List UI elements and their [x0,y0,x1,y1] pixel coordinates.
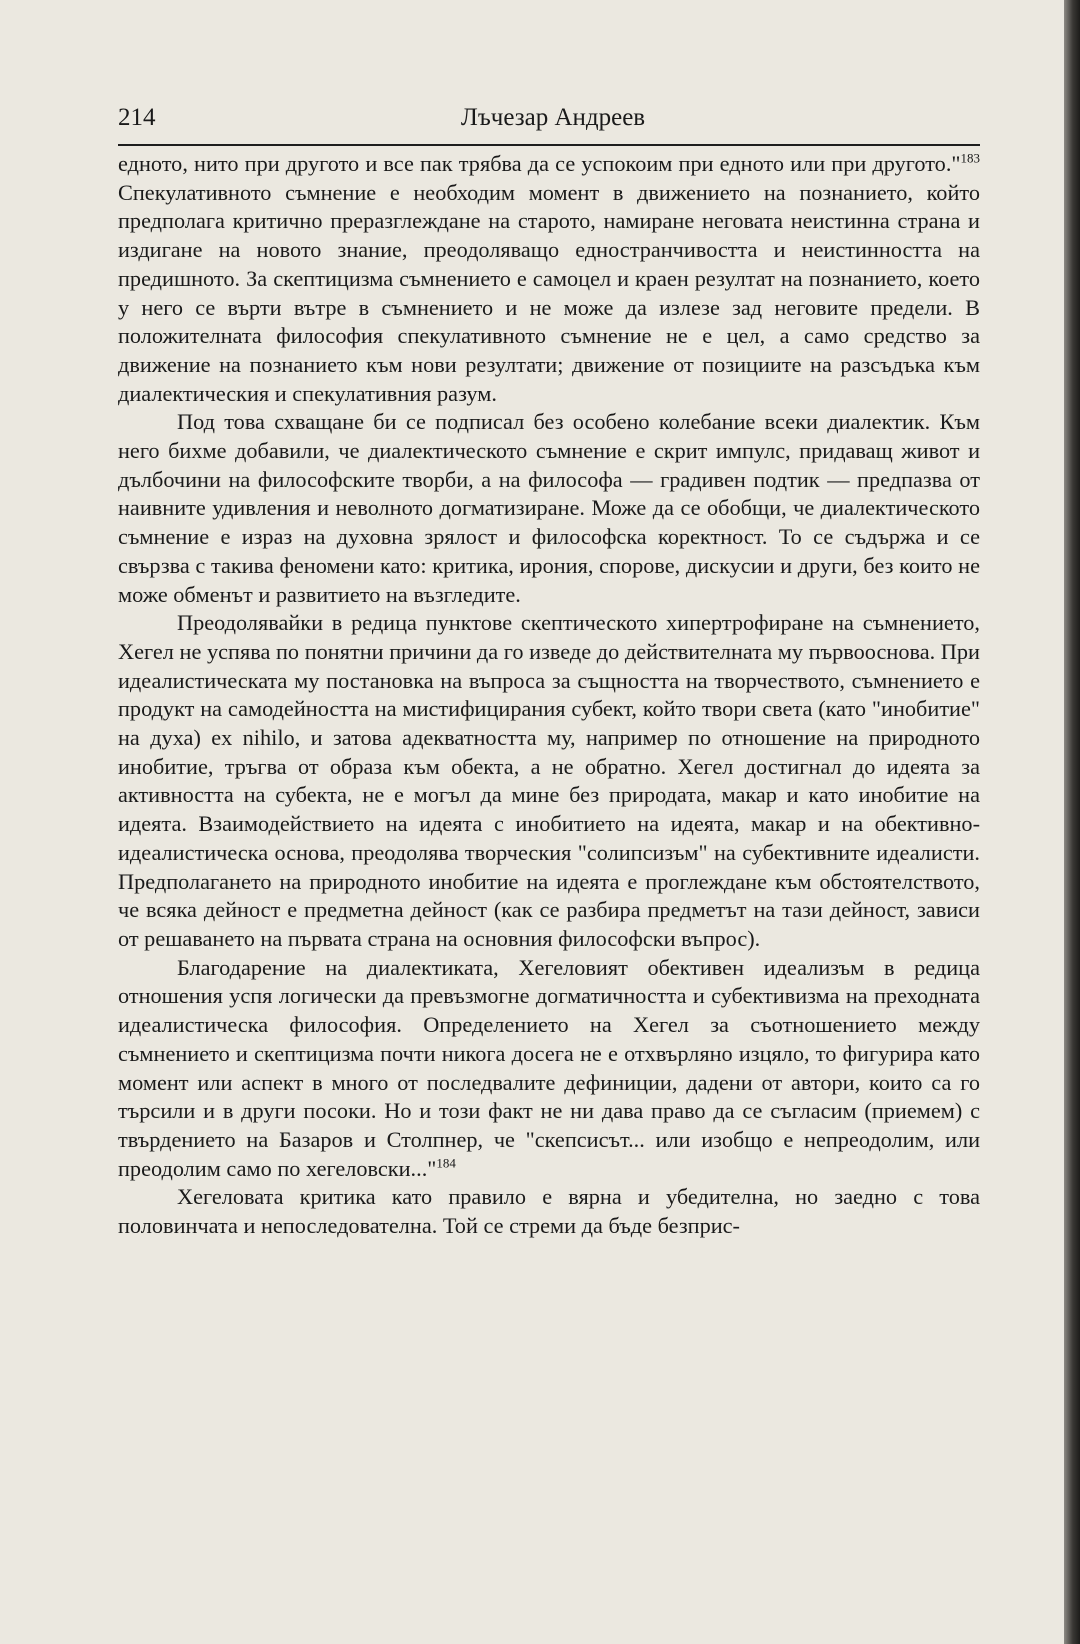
paragraph-3: Преодолявайки в редица пунктове скептическото хипертрофиране на съмнението, Хегел не успява по понятни причини да го изведе до действителната му първооснова. При идеалистическата му постановка на въпроса за същността на творчеството, съмнението е продукт на самодейността на мистифицирания субект, който твори света (като "инобитие" на духа) ex nihilo, и затова адекватността му, например по отношение на природното инобитие, тръгва от образа към обекта, а не обратно. Хегел достигнал до идеята за активността на субекта, не е могъл да мине без природата, макар и като инобитие на идеята. Взаимодействието на идеята с инобитието на идеята, макар и на обективно-идеалистическа основа, преодолява творческия "солипсизъм" на субективните идеалисти. Предполагането на природното инобитие на идеята е проглеждане към обстоятелството, че всяка дейност е предметна дейност (как се разбира предметът на тази дейност, зависи от решаването на първата страна на основния философски въпрос). [118,610,980,951]
paragraph-1-part-a: едното, нито при другото и все пак трябва да се успокоим при едното или при другото." [118,151,961,176]
paragraph-2: Под това схващане би се подписал без особено колебание всеки диалектик. Към него бихме добавили, че диалектическото съмнение е скрит импулс, придаващ живот и дълбочини на философските творби, а на философа — градивен подтик — предпазва от наивните удивления и неволното догматизиране. Може да се обобщи, че диалектическото съмнение е израз на духовна зрялост и философска коректност. То се съдържа и се свързва с такива феномени като: критика, ирония, спорове, дискусии и други, без които не може обменът и развитието на възгледите. [118,409,980,607]
footnote-ref-183: 183 [960,150,980,166]
paragraph-1-part-b: Спекулативното съмнение е необходим момент в движението на познанието, който предполага критично преразглеждане на старото, намиране неговата неистинна страна и издигане на новото знание, преодоляващо едностранчивостта и неистинността на предишното. За скептицизма съмнението е самоцел и краен резултат на познанието, което у него се върти вътре в съмнението и не може да излезе зад неговите предели. В положителната философия спекулативното съмнение не е цел, а само средство за движение на познанието към нови резултати; движение от позициите на разсъдъка към диалектическия и спекулативния разум. [118,179,980,406]
page-edge-shadow [1064,0,1080,1644]
paragraph-1 [118,150,980,408]
body-text [118,150,980,1241]
footnote-ref-184: 184 [436,1155,456,1171]
header-rule [118,144,980,146]
paragraph-4-text: Благодарение на диалектиката, Хегеловият обективен идеализъм в редица отношения успя логически да превъзмогне догматичността и субективизма на преходната идеалистическа философия. Определението на Хегел за съотношението между съмнението и скептицизма почти никога досега не е отхвърляно изцяло, то фигурира като момент или аспект в много от последвалите дефиниции, дадени от автори, които са го търсили и в други посоки. Но и този факт не ни дава право да се съгласим (приемем) с твърдението на Базаров и Столпнер, че "скепсисът... или изобщо е непреодолим, или преодолим само по хегеловски..." [118,954,980,1181]
paragraph-4 [118,954,980,1184]
paragraph-5: Хегеловата критика като правило е вярна и убедителна, но заедно с това половинчата и непоследователна. Той се стреми да бъде безприс- [118,1184,980,1239]
page-header [118,100,978,140]
running-title: Лъчезар Андреев [460,104,646,131]
page-number: 214 [118,104,156,131]
